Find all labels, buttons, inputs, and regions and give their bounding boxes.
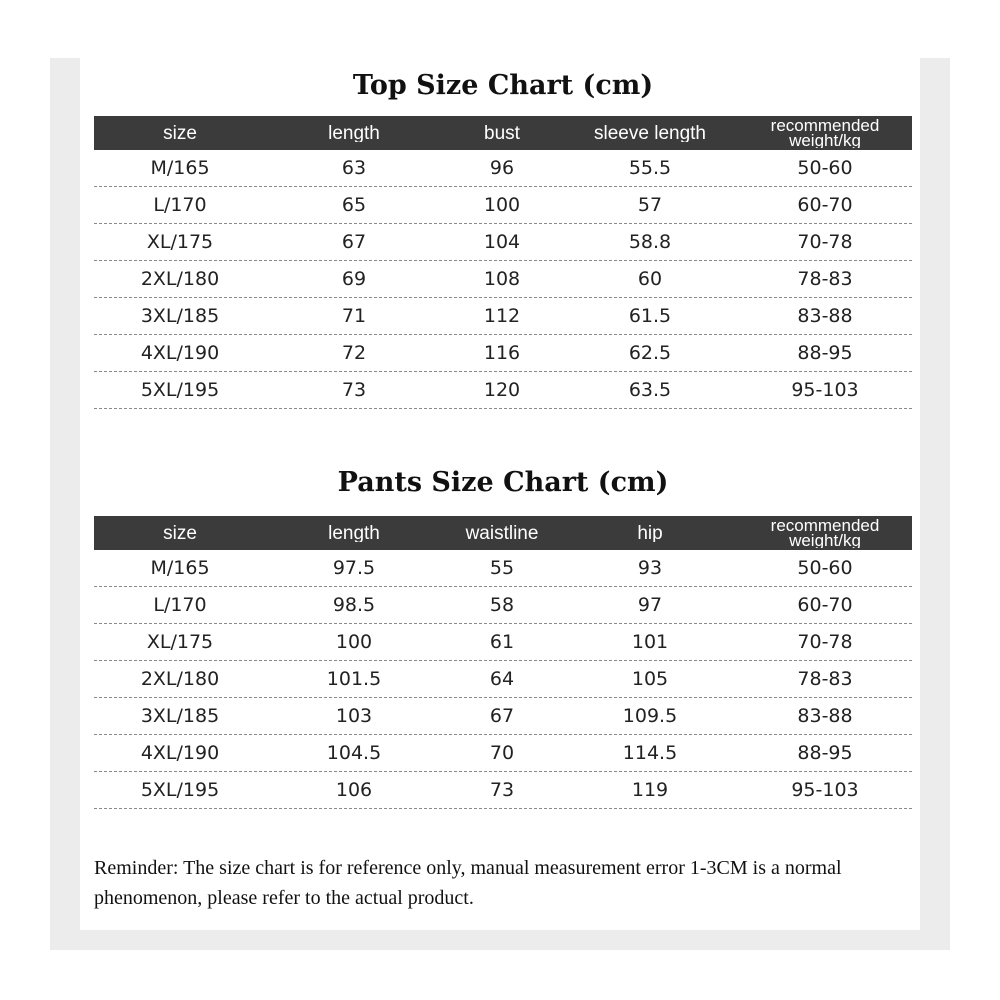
- cell-size: 3XL/185: [140, 305, 220, 327]
- header-bust: bust: [484, 124, 520, 142]
- cell-length: 73: [341, 379, 367, 401]
- cell-sleeve-length: 63.5: [628, 379, 672, 401]
- table-row: [94, 661, 912, 698]
- cell-length: 67: [341, 231, 367, 253]
- cell-bust: 96: [489, 157, 515, 179]
- cell-hip: 93: [637, 557, 663, 579]
- cell-hip: 119: [631, 779, 669, 801]
- cell-waistline: 67: [489, 705, 515, 727]
- cell-size: 3XL/185: [140, 705, 220, 727]
- cell-size: M/165: [150, 557, 210, 579]
- cell-waistline: 64: [489, 668, 515, 690]
- cell-bust: 100: [483, 194, 521, 216]
- table-row: [94, 261, 912, 298]
- cell-length: 106: [335, 779, 373, 801]
- cell-recommended-weight-kg: 78-83: [797, 668, 853, 690]
- cell-waistline: 73: [489, 779, 515, 801]
- cell-recommended-weight-kg: 78-83: [797, 268, 853, 290]
- cell-size: 4XL/190: [140, 342, 220, 364]
- cell-size: XL/175: [146, 631, 214, 653]
- cell-length: 97.5: [332, 557, 376, 579]
- cell-recommended-weight-kg: 95-103: [791, 379, 859, 401]
- table-row: [94, 698, 912, 735]
- cell-sleeve-length: 62.5: [628, 342, 672, 364]
- cell-recommended-weight-kg: 88-95: [797, 742, 853, 764]
- header-size: size: [163, 124, 197, 142]
- cell-size: L/170: [153, 194, 207, 216]
- table-row: [94, 298, 912, 335]
- cell-size: 4XL/190: [140, 742, 220, 764]
- cell-size: 2XL/180: [140, 268, 220, 290]
- cell-length: 101.5: [326, 668, 382, 690]
- cell-sleeve-length: 58.8: [628, 231, 672, 253]
- cell-bust: 120: [483, 379, 521, 401]
- cell-waistline: 61: [489, 631, 515, 653]
- cell-size: L/170: [153, 594, 207, 616]
- cell-recommended-weight-kg: 70-78: [797, 631, 853, 653]
- header-hip: hip: [637, 524, 663, 542]
- cell-sleeve-length: 55.5: [628, 157, 672, 179]
- table-row: [94, 335, 912, 372]
- cell-hip: 105: [631, 668, 669, 690]
- cell-recommended-weight-kg: 60-70: [797, 594, 853, 616]
- cell-waistline: 70: [489, 742, 515, 764]
- table-row: [94, 372, 912, 409]
- cell-recommended-weight-kg: 83-88: [797, 305, 853, 327]
- table-row: [94, 187, 912, 224]
- cell-recommended-weight-kg: 60-70: [797, 194, 853, 216]
- reminder-note: Reminder: The size chart is for reference only, manual measurement error 1-3CM is a normal phenomenon, please refer to the actual product.: [94, 857, 842, 909]
- pants-table-header: [94, 516, 912, 550]
- table-row: [94, 772, 912, 809]
- cell-size: M/165: [150, 157, 210, 179]
- header-waistline: waistline: [465, 524, 539, 542]
- cell-sleeve-length: 57: [637, 194, 663, 216]
- cell-length: 100: [335, 631, 373, 653]
- cell-recommended-weight-kg: 50-60: [797, 557, 853, 579]
- cell-length: 71: [341, 305, 367, 327]
- cell-hip: 109.5: [622, 705, 678, 727]
- cell-size: 2XL/180: [140, 668, 220, 690]
- header-length: length: [328, 124, 380, 142]
- table-row: [94, 550, 912, 587]
- cell-hip: 101: [631, 631, 669, 653]
- cell-hip: 114.5: [622, 742, 678, 764]
- header-recommended-weight: recommended weight/kg: [770, 118, 880, 148]
- cell-recommended-weight-kg: 95-103: [791, 779, 859, 801]
- cell-size: XL/175: [146, 231, 214, 253]
- cell-recommended-weight-kg: 83-88: [797, 705, 853, 727]
- pants-table-body: [94, 550, 912, 809]
- table-row: [94, 224, 912, 261]
- table-row: [94, 587, 912, 624]
- cell-recommended-weight-kg: 88-95: [797, 342, 853, 364]
- top-table-header: [94, 116, 912, 150]
- cell-length: 104.5: [326, 742, 382, 764]
- header-sleeve-length: sleeve length: [594, 124, 706, 142]
- cell-length: 63: [341, 157, 367, 179]
- header-recommended-weight: recommended weight/kg: [770, 518, 880, 548]
- cell-length: 72: [341, 342, 367, 364]
- cell-bust: 112: [483, 305, 521, 327]
- cell-size: 5XL/195: [140, 779, 220, 801]
- pants-chart-title: Pants Size Chart (cm): [337, 467, 669, 498]
- cell-size: 5XL/195: [140, 379, 220, 401]
- cell-recommended-weight-kg: 50-60: [797, 157, 853, 179]
- cell-bust: 108: [483, 268, 521, 290]
- cell-length: 98.5: [332, 594, 376, 616]
- cell-length: 65: [341, 194, 367, 216]
- table-row: [94, 624, 912, 661]
- table-row: [94, 735, 912, 772]
- cell-sleeve-length: 61.5: [628, 305, 672, 327]
- header-length: length: [328, 524, 380, 542]
- cell-bust: 104: [483, 231, 521, 253]
- cell-bust: 116: [483, 342, 521, 364]
- cell-sleeve-length: 60: [637, 268, 663, 290]
- cell-hip: 97: [637, 594, 663, 616]
- table-row: [94, 150, 912, 187]
- cell-recommended-weight-kg: 70-78: [797, 231, 853, 253]
- cell-length: 103: [335, 705, 373, 727]
- header-size: size: [163, 524, 197, 542]
- pants-size-table: [94, 516, 912, 809]
- top-chart-title: Top Size Chart (cm): [352, 70, 654, 101]
- cell-length: 69: [341, 268, 367, 290]
- cell-waistline: 58: [489, 594, 515, 616]
- top-size-table: [94, 116, 912, 409]
- cell-waistline: 55: [489, 557, 515, 579]
- top-table-body: [94, 150, 912, 409]
